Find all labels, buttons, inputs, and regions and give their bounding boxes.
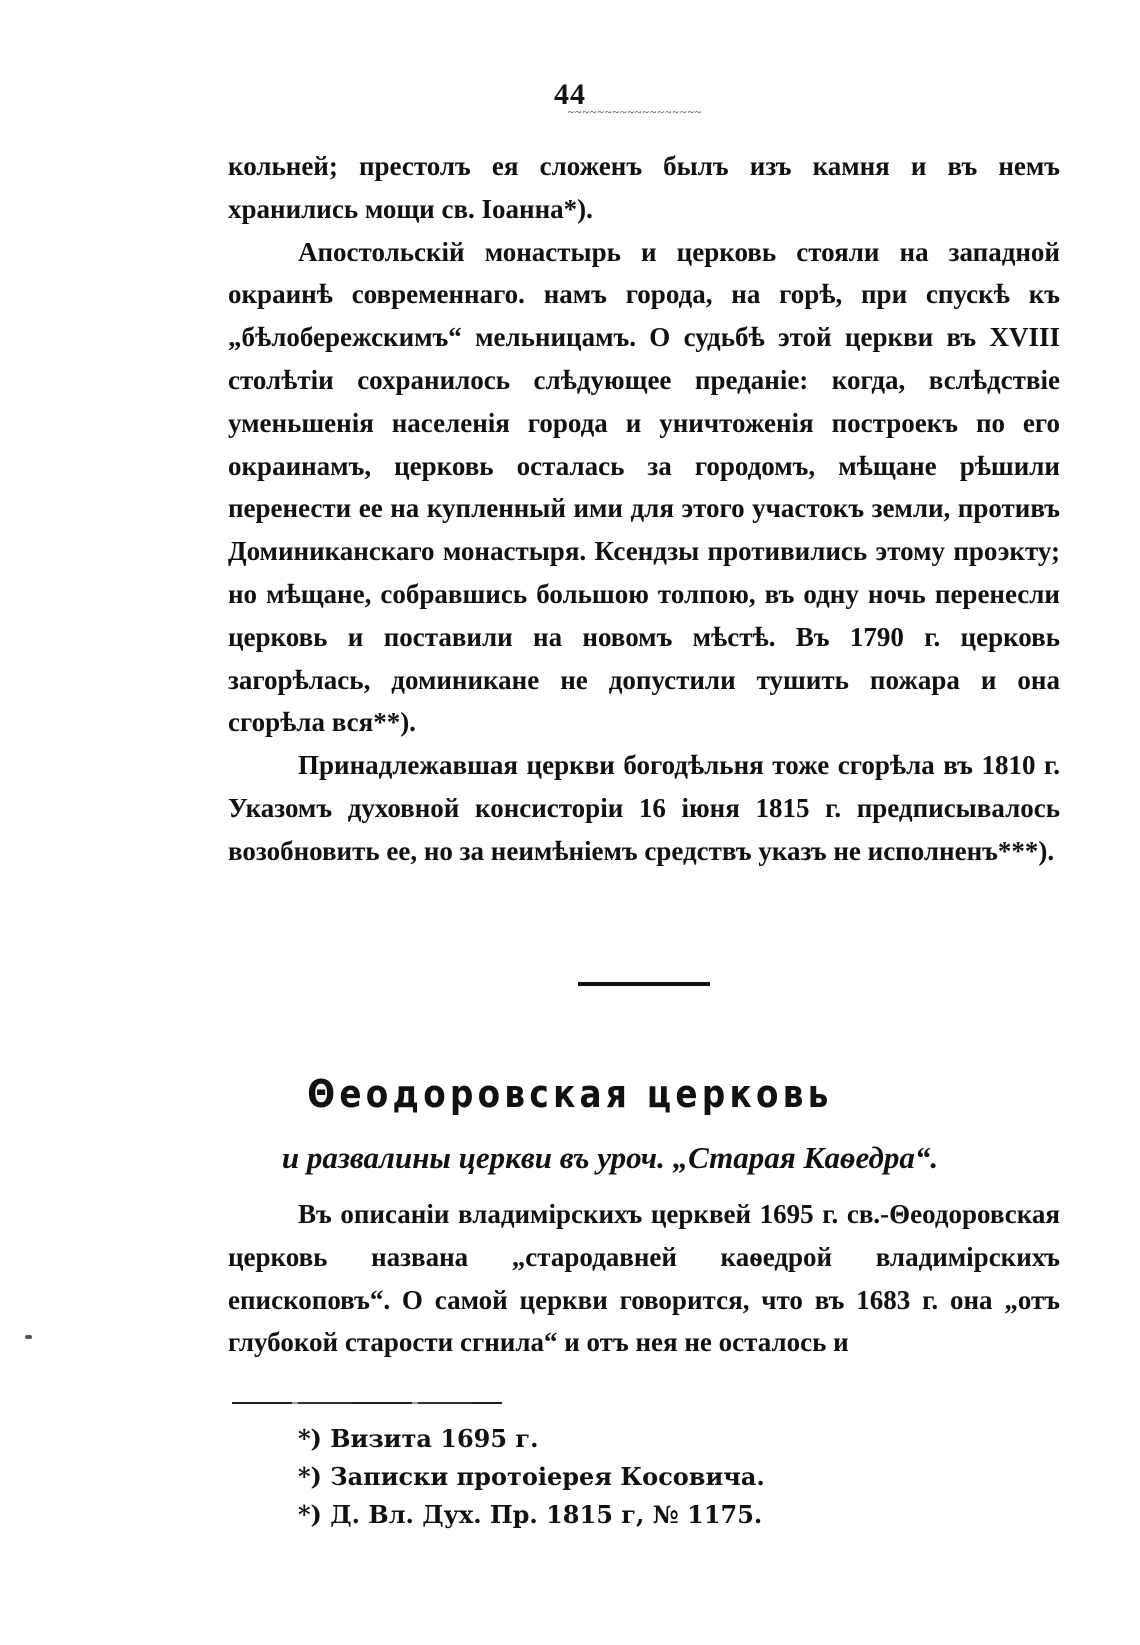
page-number-ornament: ~~~~~~~~~~~~~~~~~~ xyxy=(567,108,703,116)
page-number: 44 xyxy=(554,78,586,111)
paragraph-apostolic-monastery: Апостольскій монастырь и церковь стояли на западной окраинѣ современнаго. намъ города, на горѣ, при спускѣ къ „бѣлобережскимъ“ мельницамъ. О судьбѣ этой церкви въ XVIII столѣтіи сохранилось слѣдующее преданіе: когда, вслѣдствіе уменьшенія населенія города и уничтоженія построекъ по его окраинамъ, церковь осталась за городомъ, мѣщане рѣшили перенести ее на купленный ими для этого участокъ земли, противъ Доминиканскаго монастыря. Ксендзы противились этому проэкту; но мѣщане, собравшись большою толпою, въ одну ночь перенесли церковь и поставили на новомъ мѣстѣ. Въ 1790 г. церковь загорѣлась, доминикане не допустили тушить пожара и она сгорѣла вся**). xyxy=(228,236,1060,738)
paragraph-almshouse: Принадлежавшая церкви богодѣльня тоже сгорѣла въ 1810 г. Указомъ духовной консисторіи 16 іюня 1815 г. предписывалось возобновить ее, но за неимѣніемъ средствъ указъ не исполненъ***). xyxy=(228,750,1060,866)
stray-ink-mark xyxy=(25,1335,32,1339)
footnote-item: *) Д. Вл. Дух. Пр. 1815 г, № 1175. xyxy=(298,1500,763,1529)
main-text-section-two xyxy=(228,1193,1060,1364)
footnote-separator xyxy=(232,1402,502,1404)
chapter-subtitle: и развалины церкви въ уроч. „Старая Каѳедра“. xyxy=(281,1140,939,1175)
footnotes xyxy=(298,1420,765,1534)
main-text-section-one xyxy=(228,145,1060,873)
footnote-item: *) Визита 1695 г. xyxy=(298,1424,539,1453)
section-divider xyxy=(578,982,710,986)
paragraph-continuation: кольней; престолъ ея сложенъ былъ изъ камня и въ немъ хранились мощи св. Іоанна*). xyxy=(228,151,1060,224)
paragraph-description-1695: Въ описаніи владимірскихъ церквей 1695 г. св.-Θеодоровская церковь названа „стародавней каѳедрой владимірскихъ епископовъ“. О самой церкви говорится, что въ 1683 г. она „отъ глубокой старости сгнила“ и отъ нея не осталось и xyxy=(228,1199,1060,1358)
chapter-title: Θеодоровская церковь xyxy=(307,1072,833,1116)
footnote-item: *) Записки протоіерея Косовича. xyxy=(298,1462,765,1491)
